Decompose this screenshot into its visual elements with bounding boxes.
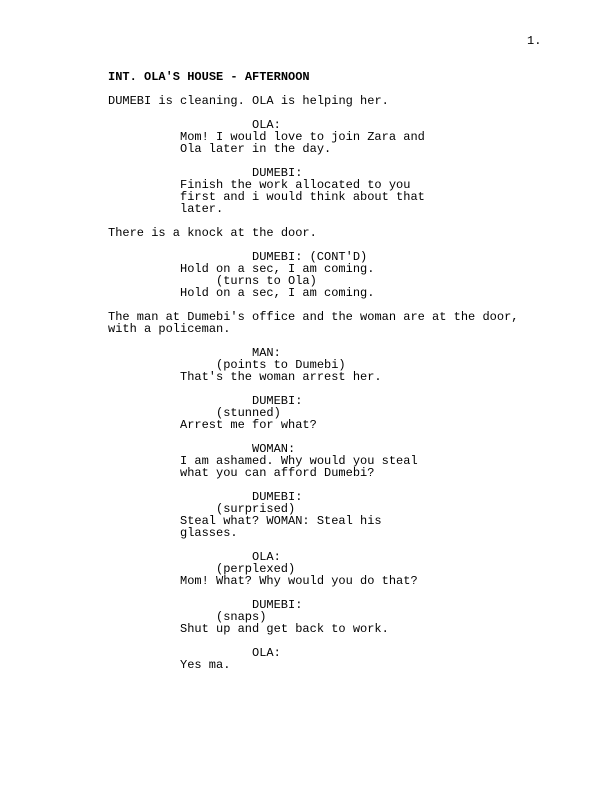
dialogue-line: glasses. [180,526,238,540]
parenthetical-line: (snaps) [216,610,267,624]
character-cue: DUMEBI: [252,490,303,504]
blank-line [108,635,548,647]
dialogue-line: what you can afford Dumebi? [180,466,375,480]
character-cue: WOMAN: [252,442,296,456]
character-cue: OLA: [252,118,281,132]
character-cue: DUMEBI: (CONT'D) [252,250,368,264]
page-number: 1. [527,34,542,48]
dialogue-line: Mom! I would love to join Zara and [180,130,425,144]
blank-line [108,155,548,167]
parenthetical-line: (perplexed) [216,562,296,576]
blank-line [108,107,548,119]
blank-line [108,587,548,599]
character-cue: MAN: [252,346,281,360]
blank-line [108,383,548,395]
dialogue-line: Shut up and get back to work. [180,622,389,636]
blank-line [108,335,548,347]
scene-heading: INT. OLA'S HOUSE - AFTERNOON [108,70,310,84]
character-cue: OLA: [252,646,281,660]
character-cue: DUMEBI: [252,394,303,408]
character-cue: DUMEBI: [252,598,303,612]
script-blocks [108,83,548,671]
dialogue-line: first and i would think about that [180,190,425,204]
action-line: The man at Dumebi's office and the woman are at the door, [108,310,519,324]
parenthetical-line: (stunned) [216,406,281,420]
action-line: with a policeman. [108,322,231,336]
dialogue-line: I am ashamed. Why would you steal [180,454,418,468]
dialogue-line: later. [180,202,224,216]
character-cue: DUMEBI: [252,166,303,180]
dialogue-line: Hold on a sec, I am coming. [180,286,375,300]
dialogue-line: Hold on a sec, I am coming. [180,262,375,276]
parenthetical-line: (surprised) [216,502,296,516]
parenthetical-line: (points to Dumebi) [216,358,346,372]
dialogue-line: Yes ma. [180,658,231,672]
blank-line [108,479,548,491]
dialogue-line: Arrest me for what? [180,418,317,432]
dialogue-line: Mom! What? Why would you do that? [180,574,418,588]
action-line: There is a knock at the door. [108,226,317,240]
character-cue: OLA: [252,550,281,564]
blank-line [108,539,548,551]
dialogue-line: Steal what? WOMAN: Steal his [180,514,382,528]
parenthetical-line: (turns to Ola) [216,274,317,288]
action-line: DUMEBI is cleaning. OLA is helping her. [108,94,389,108]
script-body [108,71,548,671]
dialogue-line: Finish the work allocated to you [180,178,411,192]
dialogue-line: That's the woman arrest her. [180,370,382,384]
blank-line [108,431,548,443]
dialogue-line: Ola later in the day. [180,142,332,156]
